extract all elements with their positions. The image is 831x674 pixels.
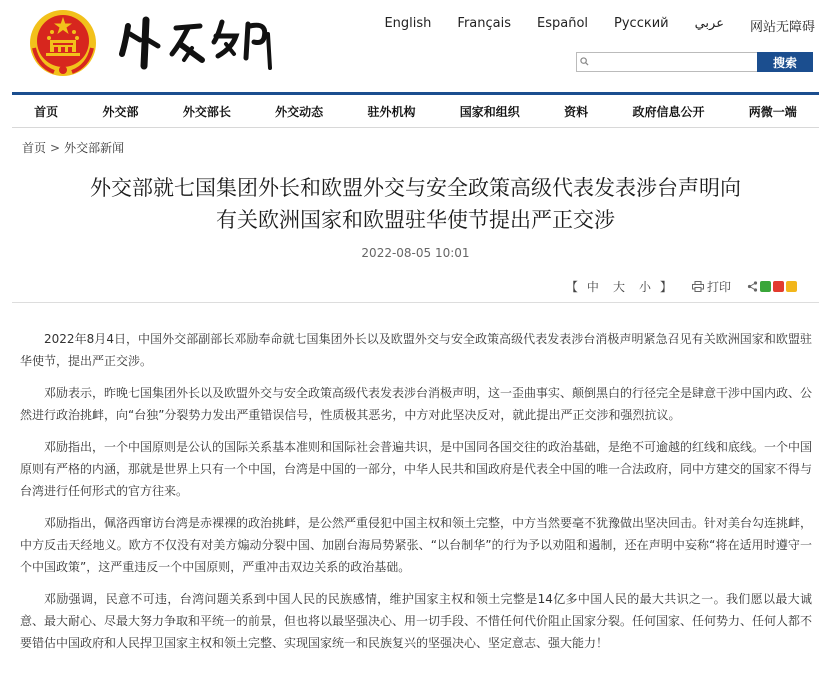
article-body [20, 328, 812, 664]
accessibility-link[interactable]: 网站无障碍 [749, 20, 815, 35]
article-title-line-1: 外交部就七国集团外长和欧盟外交与安全政策高级代表发表涉台声明向 [90, 176, 741, 200]
site-logo-calligraphy[interactable] [118, 14, 278, 70]
share-bar [747, 281, 797, 292]
breadcrumb [22, 139, 124, 156]
lang-french-link[interactable]: Français [457, 16, 511, 31]
article-paragraph: 邓励指出，一个中国原则是公认的国际关系基本准则和国际社会普遍共识，是中国同各国交往的政治基础，是绝不可逾越的红线和底线。一个中国原则有严格的内涵，那就是世界上只有一个中国，台湾是中国的一部分，中华人民共和国政府是代表全中国的唯一合法政府，同中方建交的国家不得与台湾进行任何形式的官方往来。 [20, 440, 813, 498]
font-size-small-button[interactable]: 小 [638, 280, 651, 294]
qzone-share-icon[interactable] [786, 281, 797, 292]
article-tools [564, 278, 797, 295]
article-paragraph: 邓励表示，昨晚七国集团外长以及欧盟外交与安全政策高级代表发表涉台消极声明，这一歪曲事实、颠倒黑白的行径完全是肆意干涉中国内政、公然进行政治挑衅，向“台独”分裂势力发出严重错误信号，性质极其恶劣，中方对此坚决反对，就此提出严正交涉和强烈抗议。 [20, 386, 813, 422]
search-button[interactable]: 搜索 [757, 52, 813, 72]
share-icon[interactable] [747, 281, 758, 292]
nav-item-social[interactable]: 两微一端 [748, 104, 797, 119]
search-box [576, 52, 813, 72]
weibo-share-icon[interactable] [773, 281, 784, 292]
breadcrumb-home-link[interactable]: 首页 [22, 141, 47, 155]
article-title-line-2: 有关欧洲国家和欧盟驻华使节提出严正交涉 [216, 208, 615, 232]
nav-item-ministry[interactable]: 外交部 [102, 104, 139, 119]
search-icon [580, 57, 589, 66]
wechat-share-icon[interactable] [760, 281, 771, 292]
nav-item-home[interactable]: 首页 [34, 104, 59, 119]
print-label: 打印 [706, 280, 731, 294]
search-input[interactable] [576, 52, 757, 72]
nav-item-disclosure[interactable]: 政府信息公开 [632, 104, 705, 119]
font-size-medium-button[interactable]: 大 [612, 280, 625, 294]
article-date: 2022-08-05 10:01 [361, 246, 470, 260]
site-header [0, 0, 831, 88]
font-size-bracket-open: 【 [565, 280, 578, 294]
font-size-large-button[interactable]: 中 [586, 280, 599, 294]
lang-english-link[interactable]: English [384, 16, 432, 31]
lang-russian-link[interactable]: Русский [614, 16, 669, 31]
breadcrumb-current-link[interactable]: 外交部新闻 [64, 141, 125, 155]
nav-item-missions[interactable]: 驻外机构 [367, 104, 416, 119]
content-divider [12, 302, 819, 303]
font-size-bracket-close: 】 [659, 280, 672, 294]
main-nav [12, 92, 819, 128]
article-title [0, 172, 831, 236]
lang-arabic-link[interactable]: عربي [694, 16, 724, 31]
nav-item-news[interactable]: 外交动态 [275, 104, 324, 119]
print-button[interactable] [692, 278, 731, 295]
nav-item-countries[interactable]: 国家和组织 [459, 104, 520, 119]
article-paragraph: 邓励强调，民意不可违，台湾问题关系到中国人民的民族感情，维护国家主权和领土完整是14亿多中国人民的最大共识之一。我们愿以最大诚意、最大耐心、尽最大努力争取和平统一的前景，但也将以最坚强决心、用一切手段、不惜任何代价阻止国家分裂。任何国家、任何势力、任何人都不要错估中国政府和人民捍卫国家主权和领土完整、实现国家统一和民族复兴的坚强决心、坚定意志、强大能力！ [20, 592, 813, 650]
nav-item-minister[interactable]: 外交部长 [182, 104, 231, 119]
article-paragraph: 2022年8月4日，中国外交部副部长邓励奉命就七国集团外长以及欧盟外交与安全政策高级代表发表涉台消极声明紧急召见有关欧洲国家和欧盟驻华使节，提出严正交涉。 [20, 332, 812, 368]
language-switcher [384, 16, 815, 35]
printer-icon [692, 281, 704, 292]
article-paragraph: 邓励指出，佩洛西窜访台湾是赤裸裸的政治挑衅，是公然严重侵犯中国主权和领土完整，中方当然要毫不犹豫做出坚决回击。针对美台勾连挑衅，中方反击天经地义。欧方不仅没有对美方煽动分裂中国、加剧台海局势紧张、“以台制华”的行为予以劝阻和遏制，还在声明中妄称“将在适用时遵守一个中国政策”，这严重违反一个中国原则，严重冲击双边关系的政治基础。 [20, 516, 813, 574]
nav-item-resources[interactable]: 资料 [564, 104, 589, 119]
national-emblem-icon[interactable] [28, 8, 98, 78]
lang-spanish-link[interactable]: Español [537, 16, 589, 31]
breadcrumb-separator: > [50, 141, 61, 155]
